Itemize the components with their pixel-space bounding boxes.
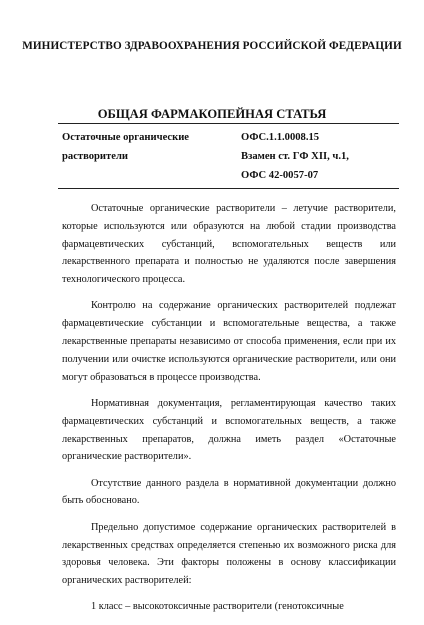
article-name xyxy=(62,128,189,166)
document-body xyxy=(62,200,396,625)
article-code xyxy=(241,128,349,185)
article-code-line: Взамен ст. ГФ XII, ч.1, xyxy=(241,151,349,162)
document-type-title: ОБЩАЯ ФАРМАКОПЕЙНАЯ СТАТЬЯ xyxy=(97,107,327,121)
body-paragraph: Контролю на содержание органических растворителей подлежат фармацевтические субстанции и вспомогательные вещества, а также лекарственные препараты независимо от способа применения, если при их получении или очистке используются органические растворители, или они могут образоваться в процессе производства. xyxy=(62,300,396,383)
article-name-line: Остаточные органические xyxy=(62,132,190,143)
body-paragraph: Предельно допустимое содержание органических растворителей в лекарственных средствах определяется степенью их возможного риска для здоровья человека. Эти факторы положены в основу классификации органических растворителей: xyxy=(62,521,396,587)
ministry-heading: МИНИСТЕРСТВО ЗДРАВООХРАНЕНИЯ РОССИЙСКОЙ ФЕДЕРАЦИИ xyxy=(22,40,402,52)
article-name-line: растворители xyxy=(62,151,128,162)
body-paragraph: 1 класс – высокотоксичные растворители (генотоксичные xyxy=(91,601,344,613)
header-bottom-rule xyxy=(58,188,399,189)
article-code-line: ОФС.1.1.0008.15 xyxy=(241,132,320,143)
article-code-line: ОФС 42-0057-07 xyxy=(241,170,319,181)
body-paragraph: Нормативная документация, регламентирующая качество таких фармацевтических субстанций и вспомогательных веществ, а также лекарственных препаратов, должна иметь раздел «Остаточные органические растворители». xyxy=(62,397,396,463)
header-top-rule xyxy=(58,123,399,124)
body-paragraph: Остаточные органические растворители – летучие растворители, которые используются или образуются на любой стадии производства фармацевтических субстанций, вспомогательных веществ или лекарственного препарата и полностью не удаляются после завершения технологического процесса. xyxy=(62,203,396,286)
body-paragraph: Отсутствие данного раздела в нормативной документации должно быть обосновано. xyxy=(62,477,396,507)
